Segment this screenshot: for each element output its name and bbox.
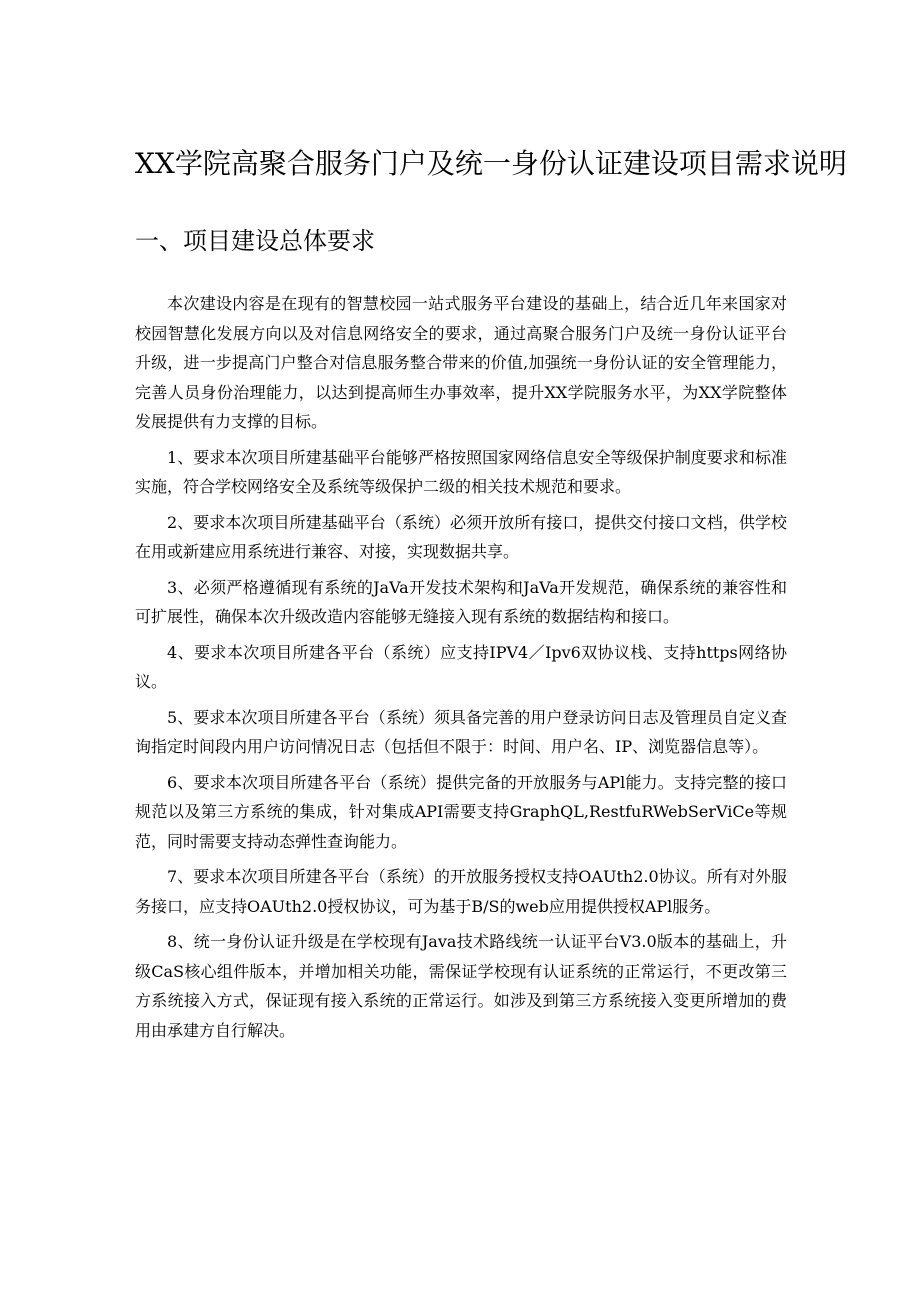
document-body <box>135 289 787 1051</box>
intro-paragraph: 本次建设内容是在现有的智慧校园一站式服务平台建设的基础上，结合近几年来国家对校园智慧化发展方向以及对信息网络安全的要求，通过高聚合服务门户及统一身份认证平台升级，进一步提高门户整合对信息服务整合带来的价值,加强统一身份认证的安全管理能力，完善人员身份治理能力，以达到提高师生办事效率，提升XX学院服务水平，为XX学院整体发展提供有力支撑的目标。 <box>135 294 787 431</box>
requirement-5: 5、要求本次项目所建各平台（系统）须具备完善的用户登录访问日志及管理员自定义查询指定时间段内用户访问情况日志（包括但不限于：时间、用户名、IP、浏览器信息等）。 <box>135 707 787 756</box>
requirement-1: 1、要求本次项目所建基础平台能够严格按照国家网络信息安全等级保护制度要求和标准实施，符合学校网络安全及系统等级保护二级的相关技术规范和要求。 <box>135 447 787 496</box>
requirement-8: 8、统一身份认证升级是在学校现有Java技术路线统一认证平台V3.0版本的基础上，升级CaS核心组件版本，并增加相关功能，需保证学校现有认证系统的正常运行，不更改第三方系统接入方式，保证现有接入系统的正常运行。如涉及到第三方系统接入变更所增加的费用由承建方自行解决。 <box>135 932 787 1040</box>
requirement-7: 7、要求本次项目所建各平台（系统）的开放服务授权支持OAUth2.0协议。所有对外服务接口，应支持OAUth2.0授权协议，可为基于B/S的web应用提供授权APl服务。 <box>135 867 787 916</box>
requirement-2: 2、要求本次项目所建基础平台（系统）必须开放所有接口，提供交付接口文档，供学校在用或新建应用系统进行兼容、对接，实现数据共享。 <box>135 512 787 561</box>
requirement-6: 6、要求本次项目所建各平台（系统）提供完备的开放服务与APl能力。支持完整的接口规范以及第三方系统的集成，针对集成API需要支持GraphQL,RestfuRWebSerViCe等规范，同时需要支持动态弹性查询能力。 <box>135 772 787 851</box>
requirement-4: 4、要求本次项目所建各平台（系统）应支持IPV4／Ipv6双协议栈、支持https网络协议。 <box>135 642 787 691</box>
section-heading: 一、项目建设总体要求 <box>135 227 375 255</box>
requirement-3: 3、必须严格遵循现有系统的JaVa开发技术架构和JaVa开发规范，确保系统的兼容性和可扩展性，确保本次升级改造内容能够无缝接入现有系统的数据结构和接口。 <box>135 577 787 626</box>
document-title: XX学院高聚合服务门户及统一身份认证建设项目需求说明 <box>135 147 847 180</box>
